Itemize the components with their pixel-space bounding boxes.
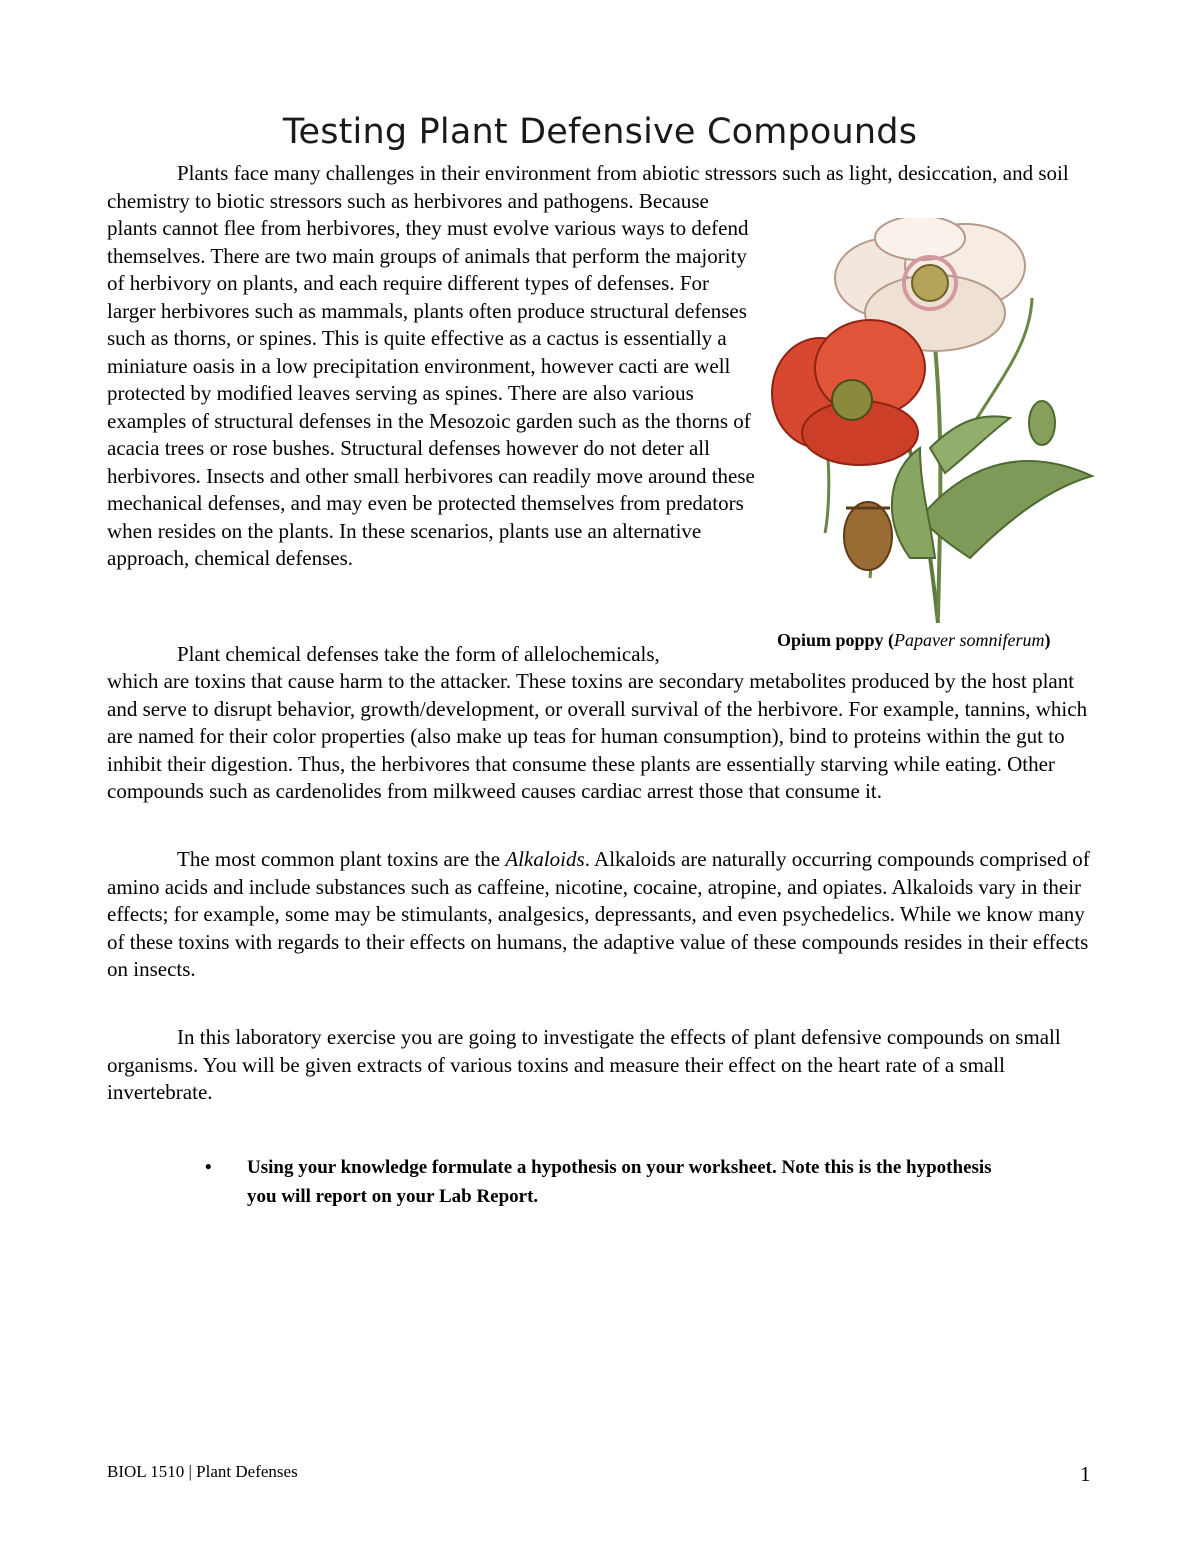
page-title: Testing Plant Defensive Compounds	[282, 112, 918, 152]
paragraph-intro-full	[107, 160, 1097, 215]
poppy-leaf-large	[920, 461, 1092, 558]
red-poppy-flower	[772, 320, 925, 465]
paragraph-chemical-defenses: which are toxins that cause harm to the attacker. These toxins are secondary metabolites produced by the host plant and serve to disrupt behavior, growth/development, or overall survival of the herbivore. For example, tannins, which are named for their color properties (also make up teas for human consumption), bind to proteins within the gut to inhibit their digestion. Thus, the herbivores that consume these plants are essentially starving while eating. Other compounds such as cardenolides from milkweed causes cardiac arrest those that consume it.	[107, 669, 1088, 803]
poppy-seed-pod	[844, 502, 892, 570]
paragraph-alkaloids	[107, 846, 1097, 984]
bullet-dot: •	[205, 1157, 212, 1178]
poppy-illustration	[770, 218, 1102, 626]
paragraph-intro-wrapped: plants cannot flee from herbivores, they must evolve various ways to defend themselves. There are two main groups of animals that perform the majority of herbivory on plants, and each require different types of defenses. For larger herbivores such as mammals, plants often produce structural defenses such as thorns, or spines. This is quite effective as a cactus is essentially a miniature oasis in a low precipitation environment, however cacti are well protected by modified leaves serving as spines. There are also various examples of structural defenses in the Mesozoic garden such as the thorns of acacia trees or rose bushes. Structural defenses however do not deter all herbivores. Insects and other small herbivores can readily move around these mechanical defenses, and may even be protected themselves from predators when resides on the plants. In these scenarios, plants use an alternative approach, chemical defenses.	[107, 216, 755, 570]
paragraph-intro-opening: Plants face many challenges in their environment from abiotic stressors such as light, desiccation, and soil chemistry to biotic stressors such as herbivores and pathogens. Because	[107, 161, 1069, 213]
paragraph-chemical-first-line: Plant chemical defenses take the form of allelochemicals,	[177, 642, 660, 666]
paragraph-alkaloids-start: The most common plant toxins are the	[177, 847, 506, 871]
figure-caption-latin: Papaver somniferum	[894, 630, 1045, 650]
poppy-leaf-lower	[892, 448, 935, 558]
poppy-bud	[1029, 401, 1055, 445]
footer-page-number: 1	[1080, 1462, 1091, 1486]
bullet-text: Using your knowledge formulate a hypothesis on your worksheet. Note this is the hypothesis you will report on your Lab Report.	[247, 1157, 992, 1207]
paragraph-alkaloids-end: . Alkaloids are naturally occurring compounds comprised of amino acids and include substances such as caffeine, nicotine, cocaine, atropine, and opiates. Alkaloids vary in their effects; for example, some may be stimulants, analgesics, depressants, and even psychedelics. While we know many of these toxins with regards to their effects on humans, the adaptive value of these compounds resides in their effects on insects.	[107, 847, 1090, 981]
figure-caption-common: Opium poppy (	[777, 630, 895, 650]
footer-course: BIOL 1510 | Plant Defenses	[107, 1462, 298, 1481]
hypothesis-bullet	[205, 1153, 1025, 1211]
paragraph-lab-exercise: In this laboratory exercise you are going to investigate the effects of plant defensive compounds on small organisms. You will be given extracts of various toxins and measure their effect on the heart rate of a small invertebrate.	[107, 1025, 1061, 1104]
poppy-stem-pod	[825, 458, 829, 533]
alkaloids-emphasis: Alkaloids	[505, 847, 585, 871]
figure-caption	[777, 630, 1097, 651]
figure-caption-close: )	[1044, 630, 1051, 650]
